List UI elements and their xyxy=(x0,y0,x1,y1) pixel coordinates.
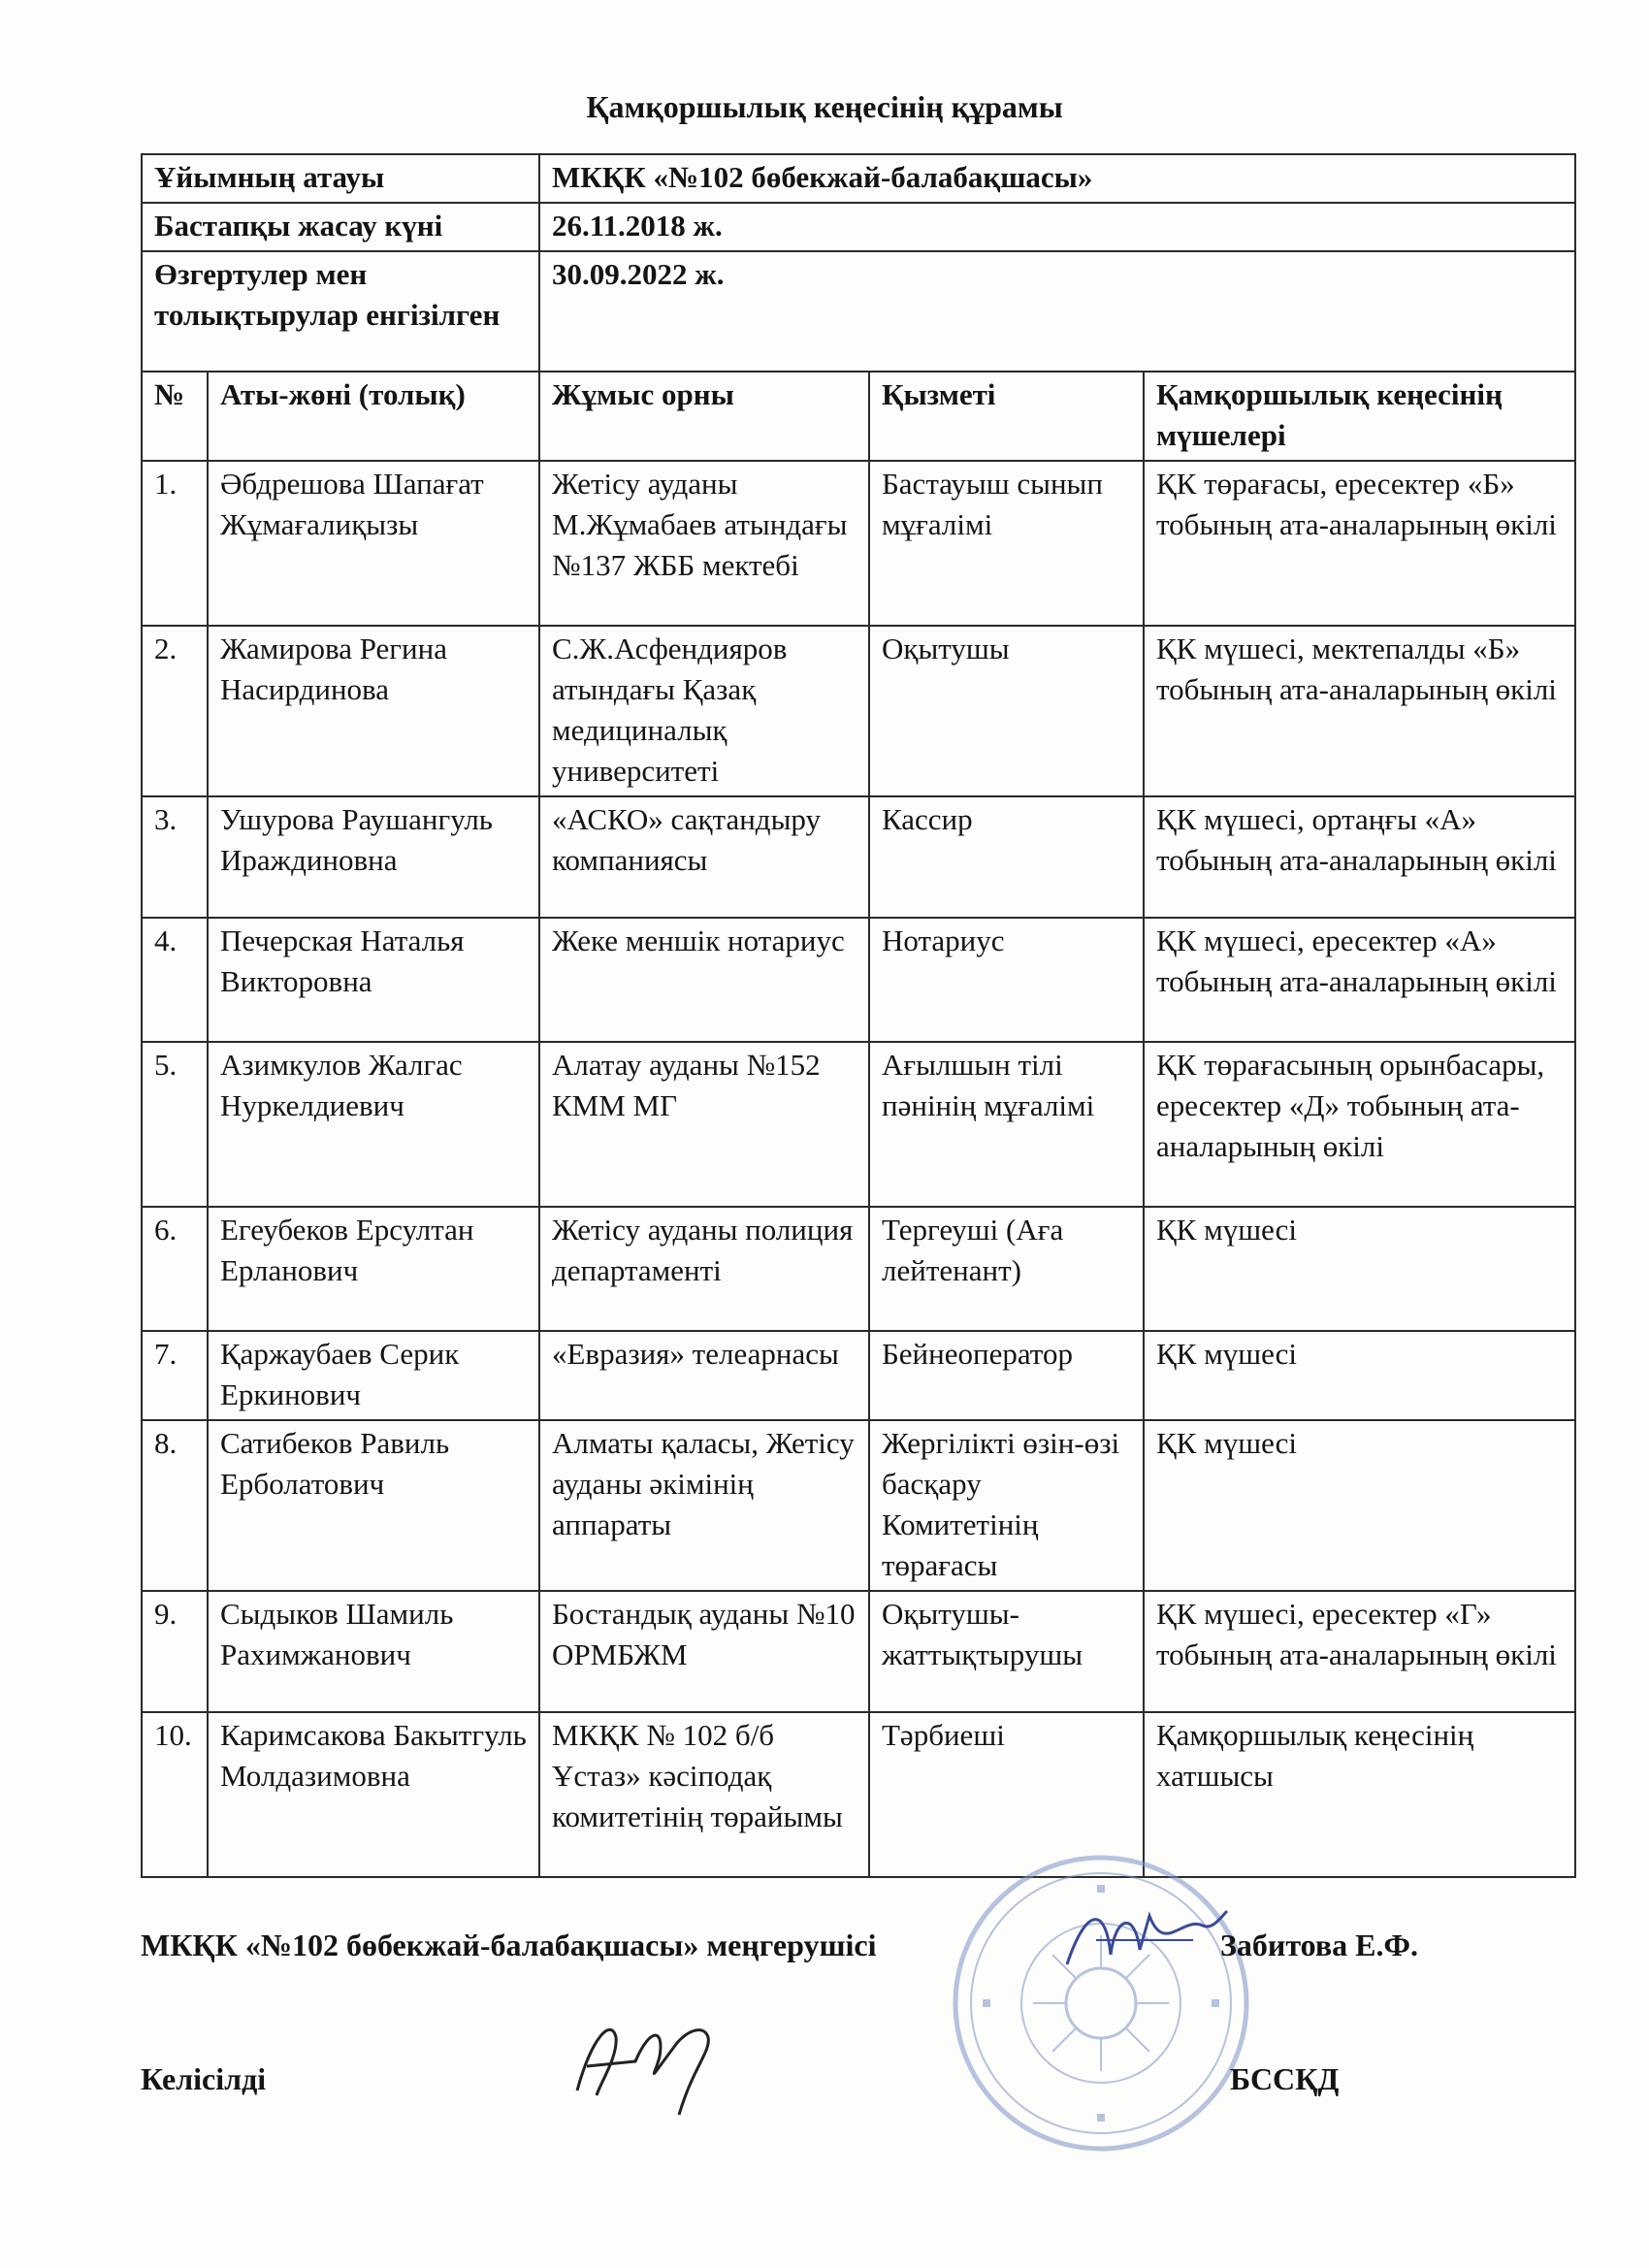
changes-label: Өзгертулер мен толықтырулар енгізілген xyxy=(142,251,539,372)
row-number: 5. xyxy=(142,1042,208,1207)
row-position: Тергеуші (Аға лейтенант) xyxy=(869,1207,1144,1331)
table-row xyxy=(142,1420,1575,1591)
row-name: Қаржаубаев Серик Еркинович xyxy=(208,1331,539,1420)
row-role: Қамқоршылық кеңесінің хатшысы xyxy=(1144,1712,1575,1877)
row-work: Жетісу ауданы М.Жұмабаев атындағы №137 ЖББ мектебі xyxy=(539,461,869,626)
table-row xyxy=(142,461,1575,626)
row-name: Каримсакова Бакытгуль Молдазимовна xyxy=(208,1712,539,1877)
table-row xyxy=(142,1591,1575,1712)
info-row-created xyxy=(142,203,1575,251)
row-position: Оқытушы-жаттықтырушы xyxy=(869,1591,1144,1712)
table-row xyxy=(142,918,1575,1042)
row-name: Сатибеков Равиль Ерболатович xyxy=(208,1420,539,1591)
row-name: Жамирова Регина Насирдинова xyxy=(208,626,539,796)
row-role: ҚК мүшесі, ересектер «А» тобының ата-аналарының өкілі xyxy=(1144,918,1575,1042)
info-row-changes xyxy=(142,251,1575,372)
org-label: Ұйымның атауы xyxy=(142,154,539,203)
row-name: Азимкулов Жалгас Нуркелдиевич xyxy=(208,1042,539,1207)
row-position: Бастауыш сынып мұғалімі xyxy=(869,461,1144,626)
page-title: Қамқоршылық кеңесінің құрамы xyxy=(586,89,1063,124)
council-table xyxy=(141,153,1576,1878)
table-row xyxy=(142,1042,1575,1207)
row-name: Егеубеков Ерсултан Ерланович xyxy=(208,1207,539,1331)
row-number: 4. xyxy=(142,918,208,1042)
row-work: Алматы қаласы, Жетісу ауданы әкімінің аппараты xyxy=(539,1420,869,1591)
row-work: Алатау ауданы №152 КММ МГ xyxy=(539,1042,869,1207)
row-name: Ушурова Раушангуль Ираждиновна xyxy=(208,796,539,918)
header-row xyxy=(142,372,1575,461)
header-work: Жұмыс орны xyxy=(539,372,869,461)
row-number: 7. xyxy=(142,1331,208,1420)
row-number: 10. xyxy=(142,1712,208,1877)
row-number: 8. xyxy=(142,1420,208,1591)
header-position: Қызметі xyxy=(869,372,1144,461)
row-role: ҚК мүшесі, ересектер «Г» тобының ата-аналарының өкілі xyxy=(1144,1591,1575,1712)
head-signature xyxy=(1057,1896,1232,1984)
agreed-label: Келісілді xyxy=(141,2061,267,2096)
table-row xyxy=(142,626,1575,796)
row-position: Оқытушы xyxy=(869,626,1144,796)
head-name: Забитова Е.Ф. xyxy=(1220,1928,1418,1962)
row-name: Әбдрешова Шапағат Жұмағалиқызы xyxy=(208,461,539,626)
created-value: 26.11.2018 ж. xyxy=(539,203,1575,251)
agreed-signature xyxy=(558,2008,723,2124)
row-position: Бейнеоператор xyxy=(869,1331,1144,1420)
row-role: ҚК мүшесі xyxy=(1144,1420,1575,1591)
created-label: Бастапқы жасау күні xyxy=(142,203,539,251)
row-position: Жергілікті өзін-өзі басқару Комитетінің төрағасы xyxy=(869,1420,1144,1591)
row-position: Кассир xyxy=(869,796,1144,918)
row-number: 2. xyxy=(142,626,208,796)
changes-value: 30.09.2022 ж. xyxy=(539,251,1575,372)
row-role: ҚК төрағасының орынбасары, ересектер «Д» тобының ата-аналарының өкілі xyxy=(1144,1042,1575,1207)
table-row xyxy=(142,796,1575,918)
table-row xyxy=(142,1331,1575,1420)
header-name: Аты-жөні (толық) xyxy=(208,372,539,461)
row-work: Бостандық ауданы №10 ОРМБЖМ xyxy=(539,1591,869,1712)
row-name: Сыдыков Шамиль Рахимжанович xyxy=(208,1591,539,1712)
row-work: МКҚК № 102 б/б Ұстаз» кәсіподақ комитетінің төрайымы xyxy=(539,1712,869,1877)
row-number: 6. xyxy=(142,1207,208,1331)
round-seal-stamp xyxy=(946,1848,1256,2158)
row-name: Печерская Наталья Викторовна xyxy=(208,918,539,1042)
header-number: № xyxy=(142,372,208,461)
row-work: «АСКО» сақтандыру компаниясы xyxy=(539,796,869,918)
info-row-org xyxy=(142,154,1575,203)
row-work: С.Ж.Асфендияров атындағы Қазақ медициналық университеті xyxy=(539,626,869,796)
row-position: Нотариус xyxy=(869,918,1144,1042)
row-position: Ағылшын тілі пәнінің мұғалімі xyxy=(869,1042,1144,1207)
row-number: 3. xyxy=(142,796,208,918)
row-role: ҚК мүшесі, мектепалды «Б» тобының ата-аналарының өкілі xyxy=(1144,626,1575,796)
row-number: 9. xyxy=(142,1591,208,1712)
row-work: «Евразия» телеарнасы xyxy=(539,1331,869,1420)
row-role: ҚК төрағасы, ересектер «Б» тобының ата-аналарының өкілі xyxy=(1144,461,1575,626)
row-work: Жетісу ауданы полиция департаменті xyxy=(539,1207,869,1331)
head-title: МКҚК «№102 бөбекжай-балабақшасы» меңгерушісі xyxy=(141,1928,877,1962)
agreed-org: БССҚД xyxy=(1230,2061,1340,2096)
row-position: Тәрбиеші xyxy=(869,1712,1144,1877)
row-role: ҚК мүшесі, ортаңғы «А» тобының ата-аналарының өкілі xyxy=(1144,796,1575,918)
row-number: 1. xyxy=(142,461,208,626)
row-role: ҚК мүшесі xyxy=(1144,1207,1575,1331)
row-role: ҚК мүшесі xyxy=(1144,1331,1575,1420)
row-work: Жеке меншік нотариус xyxy=(539,918,869,1042)
table-row xyxy=(142,1712,1575,1877)
table-row xyxy=(142,1207,1575,1331)
org-value: МКҚК «№102 бөбекжай-балабақшасы» xyxy=(539,154,1575,203)
header-role: Қамқоршылық кеңесінің мүшелері xyxy=(1144,372,1575,461)
